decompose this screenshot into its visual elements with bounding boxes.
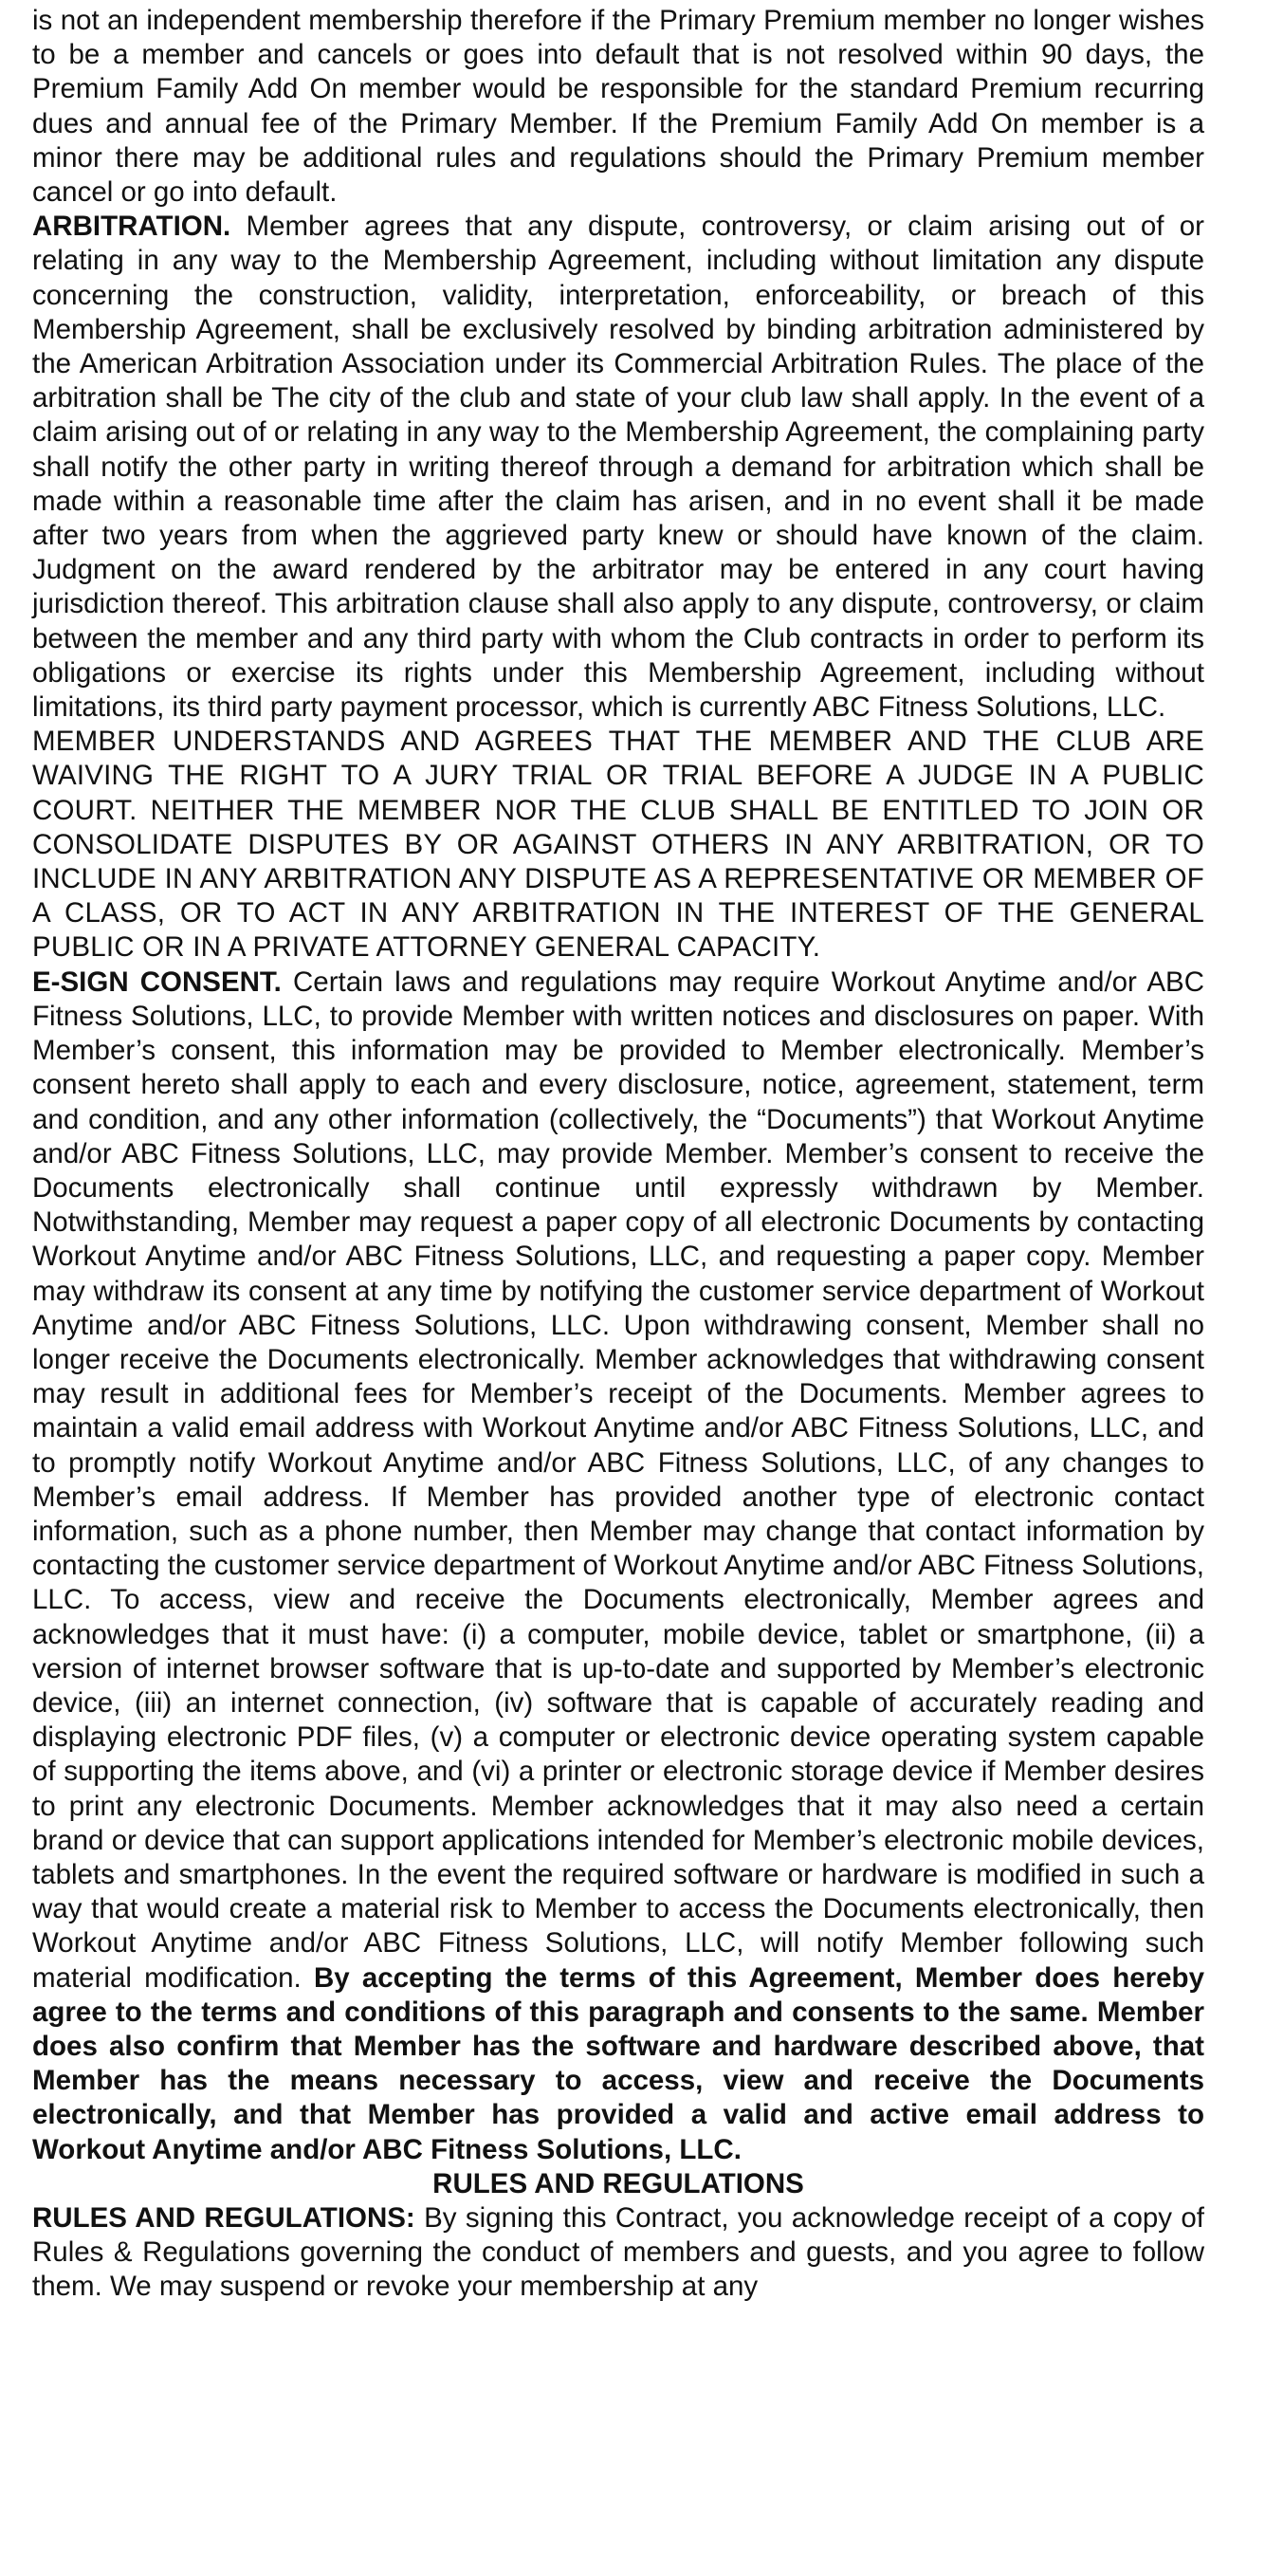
esign-paragraph: [32, 966, 1204, 2167]
esign-bold-consent: By accepting the terms of this Agreement, Member does hereby agree to the terms and conditions of this paragraph and consents to the same. Member does also confirm that Member has the software and hardware described above, that Member has the means necessary to access, view and receive the Documents electronically, and that Member has provided a valid and active email address to Workout Anytime and/or ABC Fitness Solutions, LLC.: [32, 1961, 1204, 2165]
rules-body: By signing this Contract, you acknowledge receipt of a copy of Rules & Regulations governing the conduct of members and guests, and you agree to follow them. We may suspend or revoke your membership at any: [32, 2202, 1204, 2303]
esign-body: Certain laws and regulations may require Workout Anytime and/or ABC Fitness Solutions, LLC, to provide Member with written notices and disclosures on paper. With Member’s consent, this information may be provided to Member electronically. Member’s consent hereto shall apply to each and every disclosure, notice, agreement, statement, term and condition, and any other information (collectively, the “Documents”) that Workout Anytime and/or ABC Fitness Solutions, LLC, may provide Member. Member’s consent to receive the Documents electronically shall continue until expressly withdrawn by Member. Notwithstanding, Member may request a paper copy of all electronic Documents by contacting Workout Anytime and/or ABC Fitness Solutions, LLC, and requesting a paper copy. Member may withdraw its consent at any time by notifying the customer service department of Workout Anytime and/or ABC Fitness Solutions, LLC. Upon withdrawing consent, Member shall no longer receive the Documents electronically. Member acknowledges that withdrawing consent may result in additional fees for Member’s receipt of the Documents. Member agrees to maintain a valid email address with Workout Anytime and/or ABC Fitness Solutions, LLC, and to promptly notify Workout Anytime and/or ABC Fitness Solutions, LLC, of any changes to Member’s email address. If Member has provided another type of electronic contact information, such as a phone number, then Member may change that contact information by contacting the customer service department of Workout Anytime and/or ABC Fitness Solutions, LLC. To access, view and receive the Documents electronically, Member agrees and acknowledges that it must have: (i) a computer, mobile device, tablet or smartphone, (ii) a version of internet browser software that is up-to-date and supported by Member’s electronic device, (iii) an internet connection, (iv) software that is capable of accurately reading and displaying electronic PDF files, (v) a computer or electronic device operating system capable of supporting the items above, and (vi) a printer or electronic storage device if Member desires to print any electronic Documents. Member acknowledges that it may also need a certain brand or device that can support applications intended for Member’s electronic mobile devices, tablets and smartphones. In the event the required software or hardware is modified in such a way that would create a material risk to Member to access the Documents electronically, then Workout Anytime and/or ABC Fitness Solutions, LLC, will notify Member following such material modification.: [32, 966, 1205, 1994]
esign-heading: E-SIGN CONSENT.: [32, 966, 282, 998]
contract-page: [32, 4, 1204, 2305]
arbitration-body: Member agrees that any dispute, controversy, or claim arising out of or relating in any way to the Membership Agreement, including without limitation any dispute concerning the construction, validity, interpretation, enforceability, or breach of this Membership Agreement, shall be exclusively resolved by binding arbitration administered by the American Arbitration Association under its Commercial Arbitration Rules. The place of the arbitration shall be The city of the club and state of your club law shall apply. In the event of a claim arising out of or relating in any way to the Membership Agreement, the complaining party shall notify the other party in writing thereof through a demand for arbitration which shall be made within a reasonable time after the claim has arisen, and in no event shall it be made after two years from when the aggrieved party knew or should have known of the claim. Judgment on the award rendered by the arbitrator may be entered in any court having jurisdiction thereof. This arbitration clause shall also apply to any dispute, controversy, or claim between the member and any third party with whom the Club contracts in order to perform its obligations or exercise its rights under this Membership Agreement, including without limitations, its third party payment processor, which is currently ABC Fitness Solutions, LLC.: [32, 211, 1204, 724]
arbitration-paragraph: [32, 210, 1204, 725]
arbitration-heading: ARBITRATION.: [32, 211, 231, 243]
rules-heading: RULES AND REGULATIONS:: [32, 2202, 415, 2234]
jury-waiver-paragraph: MEMBER UNDERSTANDS AND AGREES THAT THE MEMBER AND THE CLUB ARE WAIVING THE RIGHT TO A JURY TRIAL OR TRIAL BEFORE A JUDGE IN A PUBLIC COURT. NEITHER THE MEMBER NOR THE CLUB SHALL BE ENTITLED TO JOIN OR CONSOLIDATE DISPUTES BY OR AGAINST OTHERS IN ANY ARBITRATION, OR TO INCLUDE IN ANY ARBITRATION ANY DISPUTE AS A REPRESENTATIVE OR MEMBER OF A CLASS, OR TO ACT IN ANY ARBITRATION IN THE INTEREST OF THE GENERAL PUBLIC OR IN A PRIVATE ATTORNEY GENERAL CAPACITY.: [32, 726, 1204, 964]
family-addon-paragraph: is not an independent membership therefore if the Primary Premium member no longer wishes to be a member and cancels or goes into default that is not resolved within 90 days, the Premium Family Add On member would be responsible for the standard Premium recurring dues and annual fee of the Primary Member. If the Premium Family Add On member is a minor there may be additional rules and regulations should the Primary Premium member cancel or go into default.: [32, 5, 1204, 209]
rules-paragraph: [32, 2201, 1204, 2305]
rules-section-title: RULES AND REGULATIONS: [432, 2167, 804, 2199]
